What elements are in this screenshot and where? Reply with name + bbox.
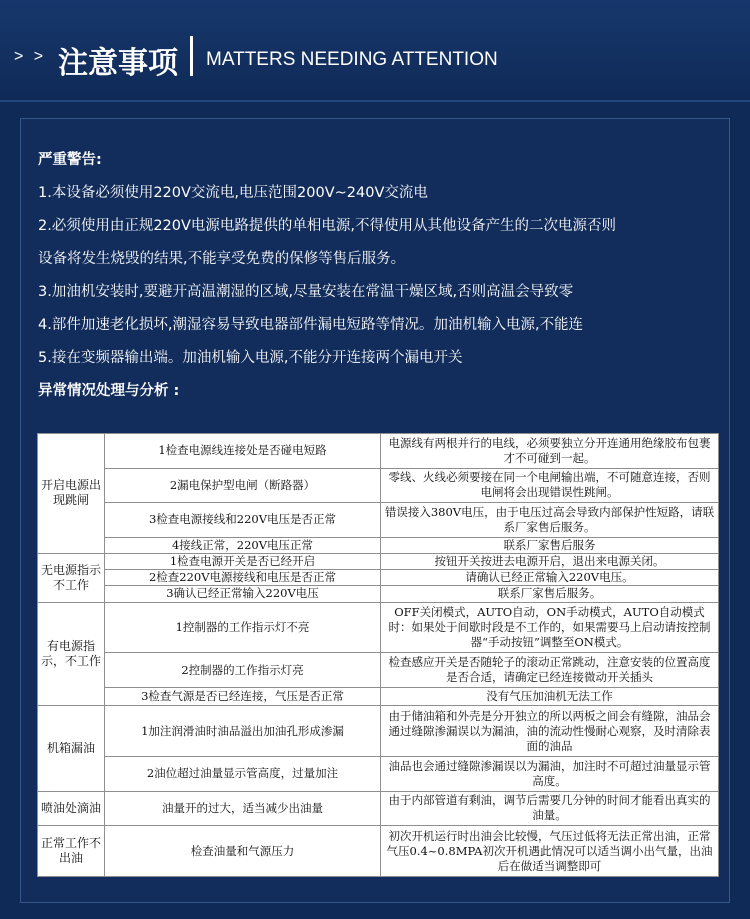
check-cell: 1检查电源线连接处是否碰电短路 — [105, 434, 381, 469]
double-chevron-icon: > > — [14, 48, 47, 65]
description-cell: 请确认已经正常输入220V电压。 — [381, 570, 719, 586]
description-cell: 没有气压加油机无法工作 — [381, 687, 719, 705]
table-row — [38, 757, 719, 792]
table-row — [38, 602, 719, 653]
title-divider-bar — [190, 36, 193, 76]
header-divider — [0, 100, 750, 102]
check-cell: 4接线正常，220V电压正常 — [105, 537, 381, 553]
troubleshooting-table — [37, 433, 719, 877]
warning-notes — [38, 145, 718, 409]
table-row — [38, 687, 719, 705]
check-cell: 2检查220V电源接线和电压是否正常 — [105, 570, 381, 586]
check-cell: 1加注润滑油时油品溢出加油孔形成渗漏 — [105, 706, 381, 757]
category-cell: 无电源指示不工作 — [38, 553, 105, 602]
check-cell: 2油位超过油量显示管高度，过量加注 — [105, 757, 381, 792]
check-cell: 1检查电源开关是否已经开启 — [105, 553, 381, 569]
table-row — [38, 586, 719, 602]
page-title-english: MATTERS NEEDING ATTENTION — [206, 49, 498, 70]
description-cell: 由于内部管道有剩油，调节后需要几分钟的时间才能看出真实的油量。 — [381, 791, 719, 826]
warning-item: 4.部件加速老化损坏,潮湿容易导致电器部件漏电短路等情况。加油机输入电源,不能连 — [38, 317, 584, 333]
description-cell: 油品也会通过缝隙渗漏误以为漏油，加注时不可超过油量显示管高度。 — [381, 757, 719, 792]
table-row — [38, 791, 719, 826]
warning-item: 3.加油机安装时,要避开高温潮湿的区域,尽量安装在常温干燥区域,否则高温会导致零 — [38, 284, 574, 300]
check-cell: 1控制器的工作指示灯不亮 — [105, 602, 381, 653]
check-cell: 检查油量和气源压力 — [105, 826, 381, 877]
check-cell: 2漏电保护型电闸（断路器） — [105, 468, 381, 503]
warning-title: 严重警告: — [38, 152, 102, 168]
description-cell: 零线、火线必须要接在同一个电闸输出端，不可随意连接，否则电闸将会出现错误性跳闸。 — [381, 468, 719, 503]
table-row — [38, 468, 719, 503]
table-row — [38, 826, 719, 877]
table-row — [38, 553, 719, 569]
header-banner — [0, 0, 750, 100]
check-cell: 2控制器的工作指示灯亮 — [105, 653, 381, 688]
description-cell: 由于储油箱和外壳是分开独立的所以两板之间会有缝隙，油品会通过缝隙渗漏误以为漏油，油的流动性慢耐心观察，及时清除表面的油品 — [381, 706, 719, 757]
description-cell: 电源线有两根并行的电线，必须要独立分开连通用绝缘胶布包裹才不可碰到一起。 — [381, 434, 719, 469]
table-row — [38, 503, 719, 538]
analysis-title: 异常情况处理与分析 : — [38, 383, 180, 399]
description-cell: 按钮开关按进去电源开启，退出来电源关闭。 — [381, 553, 719, 569]
check-cell: 3确认已经正常输入220V电压 — [105, 586, 381, 602]
category-cell: 正常工作不出油 — [38, 826, 105, 877]
page-title: 注意事项 — [58, 46, 178, 81]
warning-item: 1.本设备必须使用220V交流电,电压范围200V~240V交流电 — [38, 185, 428, 201]
category-cell: 有电源指示，不工作 — [38, 602, 105, 706]
troubleshooting-table-container — [37, 433, 718, 877]
check-cell: 3检查气源是否已经连接，气压是否正常 — [105, 687, 381, 705]
check-cell: 油量开的过大，适当减少出油量 — [105, 791, 381, 826]
description-cell: 初次开机运行时出油会比较慢，气压过低将无法正常出油，正常气压0.4~0.8MPA初次开机遇此情况可以适当调小出气量，出油后在做适当调整即可 — [381, 826, 719, 877]
category-cell: 喷油处滴油 — [38, 791, 105, 826]
warning-item: 2.必须使用由正规220V电源电路提供的单相电源,不得使用从其他设备产生的二次电源否则 — [38, 218, 617, 234]
table-row — [38, 570, 719, 586]
description-cell: 检查感应开关是否随轮子的滚动正常跳动，注意安装的位置高度是否合适，请确定已经连接微动开关插头 — [381, 653, 719, 688]
description-cell: 联系厂家售后服务 — [381, 537, 719, 553]
description-cell: 联系厂家售后服务。 — [381, 586, 719, 602]
category-cell: 开启电源出现跳闸 — [38, 434, 105, 554]
category-cell: 机箱漏油 — [38, 706, 105, 791]
table-row — [38, 706, 719, 757]
table-row — [38, 434, 719, 469]
description-cell: OFF关闭模式，AUTO自动，ON手动模式，AUTO自动模式时：如果处于间歇时段是不工作的，如果需要马上启动请按控制器“手动按钮”调整至ON模式。 — [381, 602, 719, 653]
table-row — [38, 653, 719, 688]
description-cell: 错误接入380V电压，由于电压过高会导致内部保护性短路，请联系厂家售后服务。 — [381, 503, 719, 538]
check-cell: 3检查电源接线和220V电压是否正常 — [105, 503, 381, 538]
warning-item: 5.接在变频器输出端。加油机输入电源,不能分开连接两个漏电开关 — [38, 350, 463, 366]
warning-item: 设备将发生烧毁的结果,不能享受免费的保修等售后服务。 — [38, 251, 406, 267]
table-row — [38, 537, 719, 553]
